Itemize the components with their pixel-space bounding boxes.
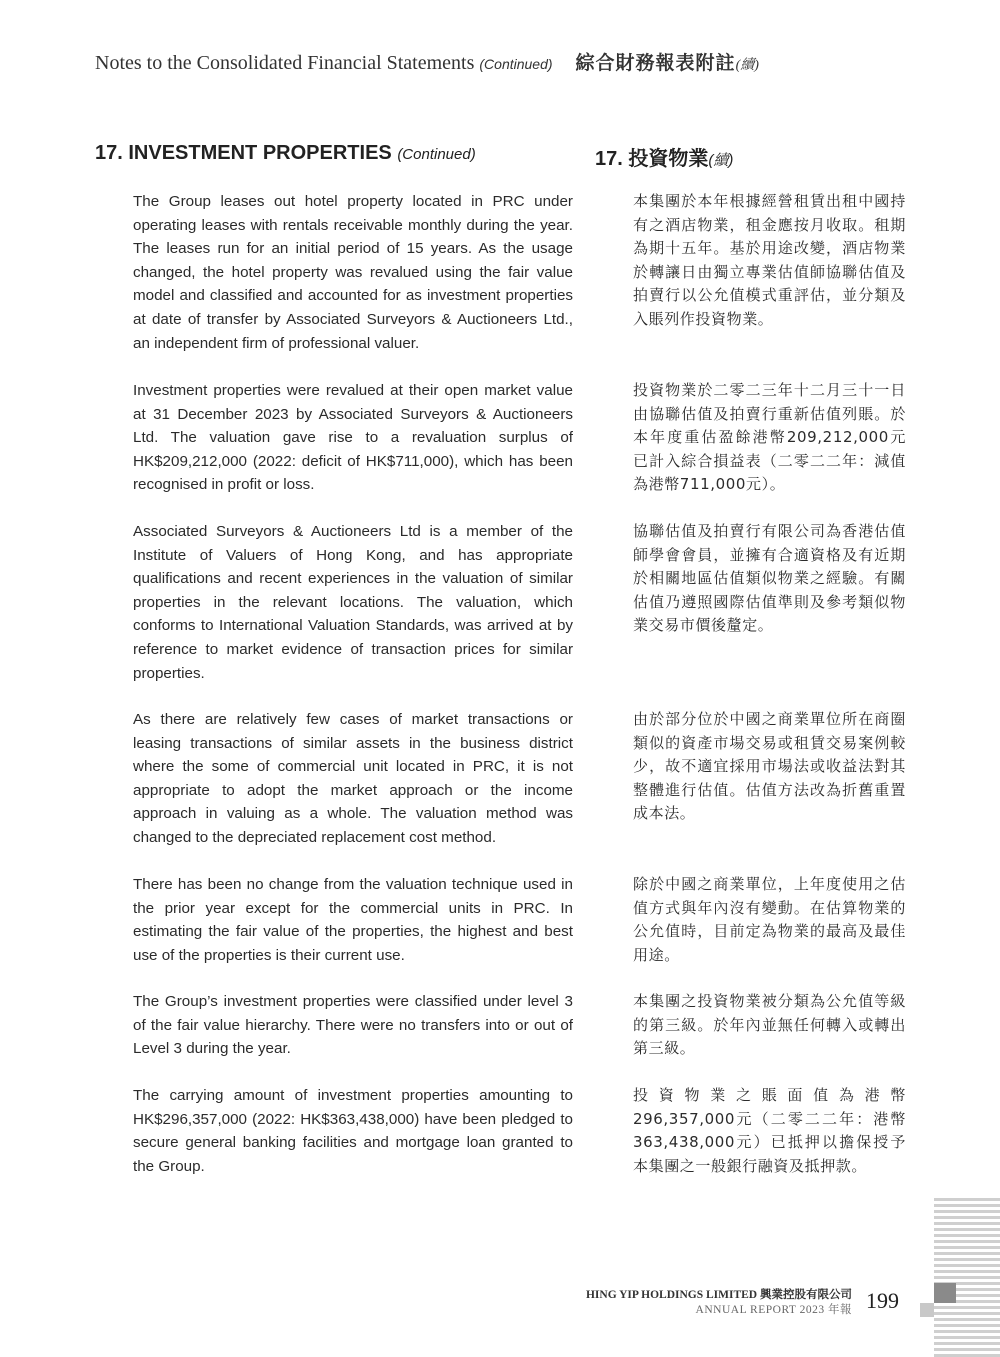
paragraph-en-1: The Group leases out hotel property located in PRC under operating leases with rentals receivable monthly during the year. The leases run for an initial period of 15 years. As the usage changed, the hotel property was revalued using the fair value model and classified and accounted for as investment properties at date of transfer by Associated Surveyors & Auctioneers Ltd., an independent firm of professional valuer. (133, 193, 573, 352)
running-header (95, 48, 759, 75)
section-heading-en: INVESTMENT PROPERTIES (128, 142, 392, 164)
decorative-square-light (920, 1303, 934, 1317)
paragraph-en-4: As there are relatively few cases of market transactions or leasing transactions of similar assets in the business district where the some of commercial unit located in PRC, it is not appropriate to adopt the market approach or the income approach in valuing as a whole. The valuation method was changed to the depreciated replacement cost method. (133, 711, 573, 846)
section-title-zh (595, 142, 733, 171)
paragraph-en-2: Investment properties were revalued at their open market value at 31 December 2023 by Associated Surveyors & Auctioneers Ltd. The valuation gave rise to a revaluation surplus of HK$209,212,000 (2022: deficit of HK$711,000), which has been recognised in profit or loss. (133, 382, 573, 494)
section-number-en: 17. (95, 142, 123, 164)
paragraph-en-3: Associated Surveyors & Auctioneers Ltd is a member of the Institute of Valuers of Hong Kong, and has appropriate qualifications and recent experiences in the valuation of similar properties in the relevant locations. The valuation, which conforms to International Valuation Standards, was arrived at by reference to market evidence of transaction prices for similar properties. (133, 523, 573, 682)
running-header-title-en: Notes to the Consolidated Financial Statements (95, 52, 475, 74)
section-heading-zh: 投資物業 (628, 148, 709, 170)
footer-company-name: HING YIP HOLDINGS LIMITED 興業控股有限公司 (585, 1289, 852, 1301)
running-header-continued-en: (Continued) (479, 56, 553, 72)
decorative-stripes (934, 1198, 1000, 1357)
page-number: 199 (866, 1288, 899, 1313)
paragraph-en-6: The Group’s investment properties were classified under level 3 of the fair value hierarchy. There were no transfers into or out of Level 3 during the year. (133, 993, 573, 1058)
footer-report-title: ANNUAL REPORT 2023 年報 (695, 1304, 852, 1316)
section-continued-zh: (續) (708, 152, 734, 169)
paragraph-zh-5: 除於中國之商業單位，上年度使用之估值方式與年內沒有變動。在估算物業的公允值時，目前定為物業的最高及最佳用途。 (633, 875, 906, 964)
paragraph-zh-3: 協聯估值及拍賣行有限公司為香港估值師學會會員，並擁有合適資格及有近期於相關地區估值類似物業之經驗。有關估值乃遵照國際估值準則及參考類似物業交易市價後釐定。 (633, 522, 906, 635)
section-number-zh: 17. (595, 148, 623, 170)
paragraph-zh-1: 本集團於本年根據經營租賃出租中國持有之酒店物業，租金應按月收取。租期為期十五年。基於用途改變，酒店物業於轉讓日由獨立專業估值師協聯估值及拍賣行以公允值模式重評估，並分類及入賬列作投資物業。 (633, 192, 906, 328)
paragraph-zh-6: 本集團之投資物業被分類為公允值等級的第三級。於年內並無任何轉入或轉出第三級。 (633, 992, 906, 1058)
paragraph-en-7: The carrying amount of investment properties amounting to HK$296,357,000 (2022: HK$363,438,000) have been pledged to secure general banking facilities and mortgage loan granted to the Group. (133, 1087, 573, 1175)
paragraph-zh-7: 投資物業之賬面值為港幣296,357,000元（二零二二年：港幣363,438,000元）已抵押以擔保授予本集團之一般銀行融資及抵押款。 (633, 1086, 906, 1175)
running-header-title-zh: 綜合財務報表附註 (575, 52, 736, 74)
running-header-continued-zh: (續) (735, 58, 759, 73)
decorative-square-dark (934, 1283, 956, 1303)
section-continued-en: (Continued) (397, 146, 476, 163)
paragraph-zh-2: 投資物業於二零二三年十二月三十一日由協聯估值及拍賣行重新估值列賬。於本年度重估盈餘港幣209,212,000元已計入綜合損益表（二零二二年：減值為港幣711,000元）。 (633, 381, 906, 494)
paragraph-en-5: There has been no change from the valuation technique used in the prior year except for the commercial units in PRC. In estimating the fair value of the properties, the highest and best use of the properties is their current use. (133, 876, 573, 964)
section-title-en (95, 142, 476, 165)
paragraph-zh-4: 由於部分位於中國之商業單位所在商圈類似的資產市場交易或租賃交易案例較少，故不適宜採用市場法或收益法對其整體進行估值。估值方法改為折舊重置成本法。 (633, 710, 906, 823)
